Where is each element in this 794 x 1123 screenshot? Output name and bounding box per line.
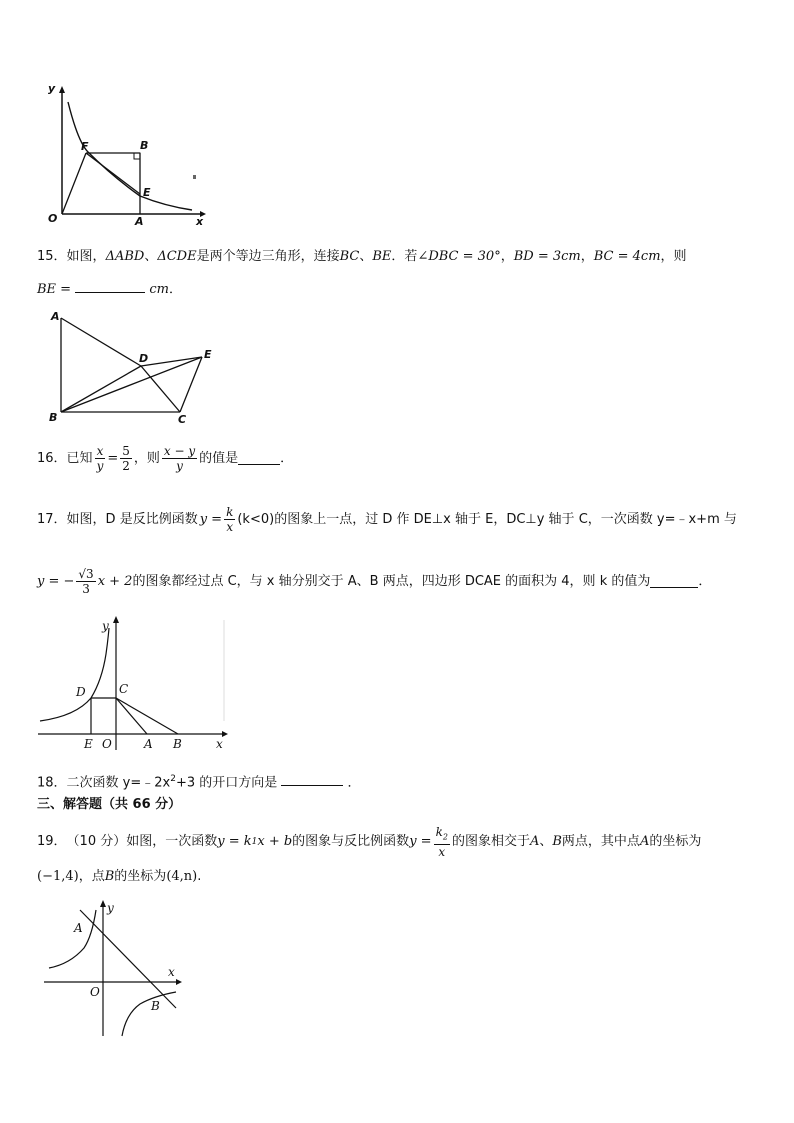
q18-superscript: 2 [170, 774, 176, 784]
q19-math-6: A [639, 834, 650, 850]
q15-text-6: ， [500, 249, 514, 264]
q15-text-5: ．若 [391, 249, 418, 264]
label-B: B [140, 139, 149, 152]
q15-text-3: 是两个等边三角形，连接 [196, 249, 340, 264]
q19-math-1: y = k [217, 834, 252, 850]
question-19-number: 19． [37, 834, 67, 850]
q15-text-4: 、 [359, 249, 373, 264]
figure-q14-svg [40, 84, 210, 234]
figure-q15-svg [45, 308, 225, 426]
q19-math-7: (−1,4) [37, 869, 79, 884]
stray-mark [193, 175, 196, 179]
label-A: A [135, 215, 144, 228]
q15-math-8: BE = [37, 282, 72, 297]
q18-text-1: 二次函数 y=﹣2x [66, 775, 171, 791]
q19-math-4: A [529, 834, 540, 850]
frac-den: x [226, 520, 234, 534]
question-19-line-2 [37, 868, 201, 886]
q15-math-2: ΔCDE [157, 249, 197, 264]
frac-num: k [435, 825, 443, 839]
q17-math-1: y = [199, 511, 223, 527]
label-B: B [49, 411, 58, 424]
figure-q15 [45, 308, 225, 426]
q19-text-4: 、 [539, 834, 553, 850]
label-E: E [143, 186, 151, 199]
q19-text-8: 的坐标为 [114, 869, 167, 884]
q19-math-5: B [552, 834, 562, 850]
label-x: x [168, 965, 175, 979]
figure-q17-svg [36, 616, 236, 756]
question-19-line-1 [37, 825, 701, 859]
question-17-number: 17． [37, 511, 67, 527]
fraction-k2-over-x [434, 825, 450, 859]
q16-text-2: ，则 [133, 450, 160, 466]
frac-den: 2 [122, 459, 130, 473]
frac-den: x [438, 845, 446, 860]
figure-q14 [40, 84, 210, 234]
segment-OF [62, 153, 86, 214]
y-axis-arrow [113, 616, 119, 623]
q15-text-1: 如图， [66, 249, 106, 264]
label-O: O [102, 737, 112, 751]
q15-math-4: BE [372, 249, 392, 264]
q15-text-8: ，则 [660, 249, 687, 264]
fraction-x-minus-y-over-y [162, 444, 197, 473]
question-15-line-2 [37, 280, 182, 299]
q17-math-2a: y = − [37, 573, 75, 589]
q17-text-2: (k<0)的图象上一点，过 D 作 DE⊥x 轴于 E，DC⊥y 轴于 C，一次函数 y=﹣x+m 与 [237, 511, 737, 527]
frac-num: k [226, 505, 234, 519]
right-angle-mark [134, 153, 140, 159]
label-A: A [51, 310, 60, 323]
label-A: A [74, 921, 83, 935]
label-D: D [76, 685, 86, 699]
label-B: B [151, 999, 160, 1013]
label-O: O [90, 985, 100, 999]
fraction-sqrt3-over-3 [76, 567, 95, 596]
figure-q19-svg [40, 900, 190, 1040]
fraction-k-over-x [224, 505, 235, 534]
q19-math-3: y = [409, 834, 432, 850]
question-17-line-1 [37, 505, 737, 534]
q19-subscript-1: 1 [251, 837, 258, 848]
q15-math-3: BC [339, 249, 360, 264]
frac-num: 5 [122, 444, 130, 458]
y-axis-arrow [100, 900, 106, 907]
y-axis-arrow [59, 86, 65, 93]
section-heading-3: 三、解答题（共 66 分） [37, 797, 182, 812]
q19-text-2: 的图象与反比例函数 [292, 834, 410, 850]
q19-math-2: x + b [257, 834, 293, 850]
equals-sign: = [107, 450, 119, 466]
segment-EC [180, 357, 202, 412]
q19-math-9: (4,n) [166, 869, 198, 884]
answer-blank-17[interactable] [650, 575, 698, 588]
label-A: A [144, 737, 153, 751]
hyperbola-curve [68, 102, 192, 210]
q15-math-5: ∠DBC = 30° [417, 249, 501, 264]
label-y: y [48, 82, 56, 95]
label-D: D [139, 352, 149, 365]
figure-q17 [36, 616, 236, 756]
frac-num-sub: 2 [442, 832, 448, 842]
label-x: x [196, 215, 204, 228]
q15-math-9: cm [149, 282, 169, 297]
q17-text-3: 的图象都经过点 C，与 x 轴分别交于 A、B 两点，四边形 DCAE 的面积为 4，则 k 的值为 [132, 573, 651, 589]
answer-blank-16[interactable] [238, 452, 280, 465]
frac-num: √3 [78, 567, 94, 581]
q15-math-6: BD = 3cm [513, 249, 581, 264]
label-C: C [119, 682, 129, 696]
q19-math-8: B [104, 869, 115, 884]
label-y: y [107, 901, 114, 915]
q19-text-1: （10 分）如图，一次函数 [66, 834, 218, 850]
segment-BE [61, 357, 202, 412]
q16-text-3: 的值是 [199, 450, 239, 466]
line-CA [116, 698, 147, 734]
x-axis-arrow [176, 979, 182, 985]
answer-blank-18[interactable] [281, 773, 343, 786]
q15-math-7: BC = 4cm [593, 249, 661, 264]
q18-text-3: ． [347, 775, 361, 791]
label-x: x [216, 737, 223, 751]
frac-den: y [176, 459, 183, 473]
question-17-line-2 [37, 567, 711, 596]
q19-text-3: 的图象相交于 [451, 834, 530, 850]
frac-den: y [96, 459, 104, 473]
label-F: F [81, 140, 89, 153]
label-E: E [84, 737, 93, 751]
answer-blank-15[interactable] [75, 280, 145, 293]
q15-text-7: ， [580, 249, 594, 264]
question-15-line-1 [37, 248, 687, 266]
segment-DE [141, 357, 202, 366]
question-16-number: 16． [37, 450, 67, 466]
q17-text-1: 如图，D 是反比例函数 [66, 511, 198, 527]
question-18-number: 18． [37, 775, 67, 791]
segment-FE [86, 153, 140, 194]
label-O: O [48, 212, 58, 225]
hyperbola-branch-lower-right [122, 992, 176, 1036]
line-CB [116, 698, 178, 734]
question-18 [37, 770, 361, 792]
figure-q19 [40, 900, 190, 1040]
frac-num: x [96, 444, 104, 458]
fraction-5-over-2 [120, 444, 132, 473]
q19-text-5: 两点，其中点 [561, 834, 640, 850]
q16-text-4: ． [280, 450, 294, 466]
fraction-x-over-y [95, 444, 106, 473]
hyperbola-curve [40, 628, 109, 721]
label-C: C [178, 413, 187, 426]
question-16 [37, 444, 293, 473]
q15-text-2: 、 [144, 249, 158, 264]
label-B: B [173, 737, 182, 751]
q18-text-2: +3 的开口方向是 [175, 775, 278, 791]
q19-text-6: 的坐标为 [649, 834, 702, 850]
q15-math-1: ΔABD [105, 249, 145, 264]
label-y: y [102, 619, 109, 633]
q15-text-9: ． [168, 282, 182, 297]
x-axis-arrow [222, 731, 228, 737]
frac-den: 3 [82, 582, 90, 596]
frac-num: x − y [163, 444, 196, 458]
question-15-number: 15． [37, 249, 67, 264]
segment-AD [61, 318, 141, 366]
segment-BD [61, 366, 141, 412]
q16-text-1: 已知 [66, 450, 93, 466]
label-E: E [204, 348, 212, 361]
q17-math-2b: x + 2 [97, 573, 133, 589]
q19-text-7: ，点 [78, 869, 105, 884]
q17-text-4: ． [698, 573, 712, 589]
q19-text-9: . [197, 869, 202, 884]
